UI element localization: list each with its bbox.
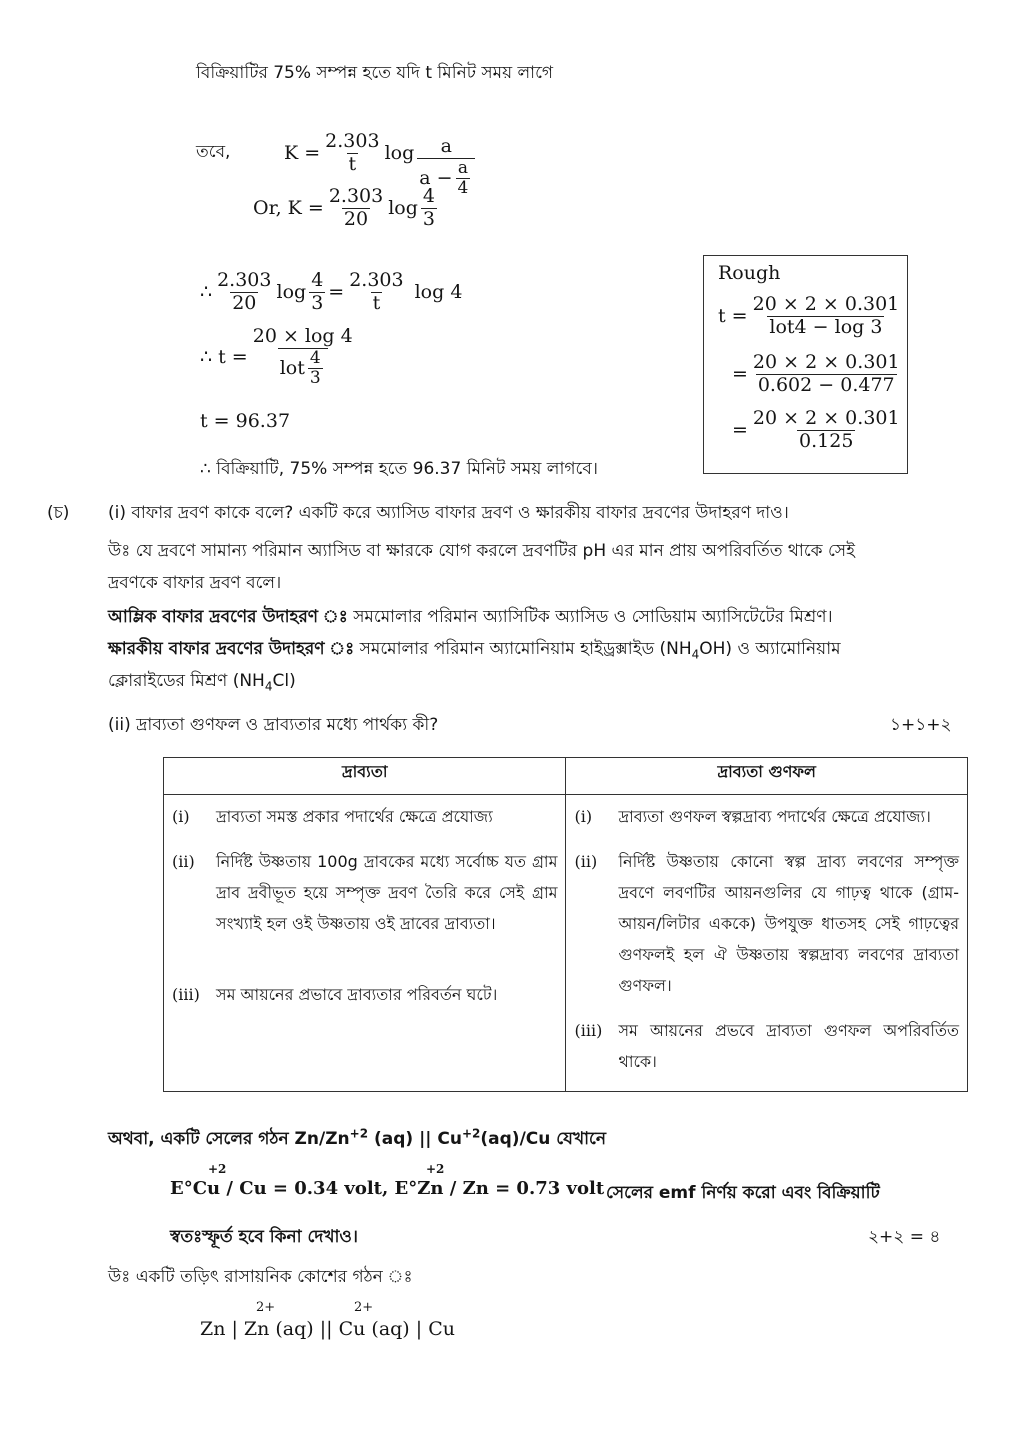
list-item: (iii) সম আয়নের প্রভাবে দ্রাব্যতার পরিবর্তন ঘটে। bbox=[172, 985, 498, 1004]
rough-box bbox=[703, 255, 908, 474]
equation-1: তবে, K = $\frac{2.303}{t}$ log a a − $\frac{a}{4}$ bbox=[196, 108, 478, 199]
rough-row-2: = $\frac{20 \times 2 \times 0.301}{0.602 - 0.477}$ bbox=[732, 351, 900, 396]
rough-row-3: = $\frac{20 \times 2 \times 0.301}{0.125}$ bbox=[732, 407, 900, 452]
table-cell-right bbox=[566, 795, 968, 1092]
table-cell-left bbox=[164, 795, 566, 1092]
equation-4: ∴ t = 20 × log 4 lot $\frac{4}{3}$ bbox=[200, 325, 353, 389]
list-item: (i) দ্রাব্যতা গুণফল স্বল্পদ্রাব্য পদার্থের ক্ষেত্রে প্রযোজ্য। bbox=[574, 807, 931, 826]
marks-label: ১+১+২ bbox=[890, 715, 952, 735]
question-2: (ii) দ্রাব্যতা গুণফল ও দ্রাব্যতার মধ্যে পার্থক্য কী? bbox=[108, 715, 439, 735]
or-answer-line: উঃ একটি তড়িৎ রাসায়নিক কোশের গঠন ঃ bbox=[108, 1267, 413, 1287]
base-buffer-example: ক্ষারকীয় বাফার দ্রবণের উদাহরণ ঃ সমমোলার পরিমান অ্যামোনিয়াম হাইড্রক্সাইড $(NH_4OH)$ ও অ্যামোনিয়াম bbox=[108, 639, 841, 662]
question-label: (চ) bbox=[47, 503, 70, 523]
equation-3: ∴ $\frac{2.303}{20}$ log $\frac{4}{3}$ = $\frac{2.303}{t}$ log 4 bbox=[200, 269, 463, 314]
base-buffer-example-cont: ক্লোরাইডের মিশ্রণ $(NH_4Cl)$ bbox=[108, 671, 296, 694]
list-item: (ii) নির্দিষ্ট উষ্ণতায় কোনো স্বল্প দ্রাব্য লবণের সম্পৃক্ত দ্রবণে লবণটির আয়নগুলির যে গাঢ়ত্ব থাকে (গ্রাম-আয়ন/লিটার এককে) উপযুক্ত ধাতসহ সেই গাঢ়ত্বের গুণফলই হল ঐ উষ্ণতায় স্বল্পদ্রাব্য লবণের দ্রাব্যতা গুণফল। bbox=[574, 852, 959, 995]
rough-title: Rough bbox=[718, 262, 781, 284]
table-header-solubility: দ্রাব্যতা bbox=[164, 758, 566, 795]
conclusion-line: ∴ বিক্রিয়াটি, 75% সম্পন্ন হতে 96.37 মিনিট সময় লাগবে। bbox=[200, 459, 598, 479]
question-1: (i) বাফার দ্রবণ কাকে বলে? একটি করে অ্যাসিড বাফার দ্রবণ ও ক্ষারকীয় বাফার দ্রবণের উদাহরণ দাও। bbox=[108, 503, 789, 523]
equation-2: Or, K = $\frac{2.303}{20}$ log $\frac{4}{3}$ bbox=[253, 185, 435, 230]
list-item: (iii) সম আয়নের প্রভবে দ্রাব্যতা গুণফল অপরিবর্তিত থাকে। bbox=[574, 1021, 959, 1071]
or-marks-label: ২+২ = ৪ bbox=[868, 1227, 941, 1247]
acid-buffer-example: আম্লিক বাফার দ্রবণের উদাহরণ ঃ সমমোলার পরিমান অ্যাসিটিক অ্যাসিড ও সোডিয়াম অ্যাসিটেটের মিশ্রণ। bbox=[108, 607, 833, 627]
list-item: (i) দ্রাব্যতা সমস্ত প্রকার পদার্থের ক্ষেত্রে প্রযোজ্য bbox=[172, 807, 493, 826]
cell-notation: 2+ 2+ Zn | Zn (aq) || Cu (aq) | Cu bbox=[200, 1300, 455, 1340]
k-symbol: K = bbox=[284, 142, 321, 165]
equation-5: t = 96.37 bbox=[200, 410, 291, 432]
answer-1-line-2: দ্রবণকে বাফার দ্রবণ বলে। bbox=[108, 573, 282, 593]
fraction: a a − $\frac{a}{4}$ bbox=[417, 136, 475, 199]
intro-line: বিক্রিয়াটির 75% সম্পন্ন হতে যদি t মিনিট সময় লাগে bbox=[196, 63, 554, 83]
list-item: (ii) নির্দিষ্ট উষ্ণতায় 100g দ্রাবকের মধ্যে সর্বোচ্চ যত গ্রাম দ্রাব দ্রবীভূত হয়ে সম্পৃক্ত দ্রবণ তৈরি করে সেই গ্রাম সংখ্যাই হল ওই উষ্ণতায় ওই দ্রাবের দ্রাব্যতা। bbox=[172, 852, 558, 933]
answer-1-line-1: উঃ যে দ্রবণে সামান্য পরিমান অ্যাসিড বা ক্ষারকে যোগ করলে দ্রবণটির pH এর মান প্রায় অপরিবর্তিত থাকে সেই bbox=[108, 541, 855, 561]
or-question-line-3: স্বতঃস্ফূর্ত হবে কিনা দেখাও। bbox=[170, 1227, 358, 1247]
or-question-line-1: অথবা, একটি সেলের গঠন $Zn/Zn^{+2}$ (aq) || $Cu^{+2}(aq)/Cu$ যেখানে bbox=[108, 1126, 607, 1149]
table-header-solubility-product: দ্রাব্যতা গুণফল bbox=[566, 758, 968, 795]
comparison-table bbox=[163, 757, 968, 1092]
then-label: তবে, bbox=[196, 142, 231, 163]
fraction: $\frac{2.303}{t}$ bbox=[325, 130, 380, 175]
rough-row-1: t = $\frac{20 \times 2 \times 0.301}{\text{lot4 − log 3}}$ bbox=[718, 293, 900, 338]
